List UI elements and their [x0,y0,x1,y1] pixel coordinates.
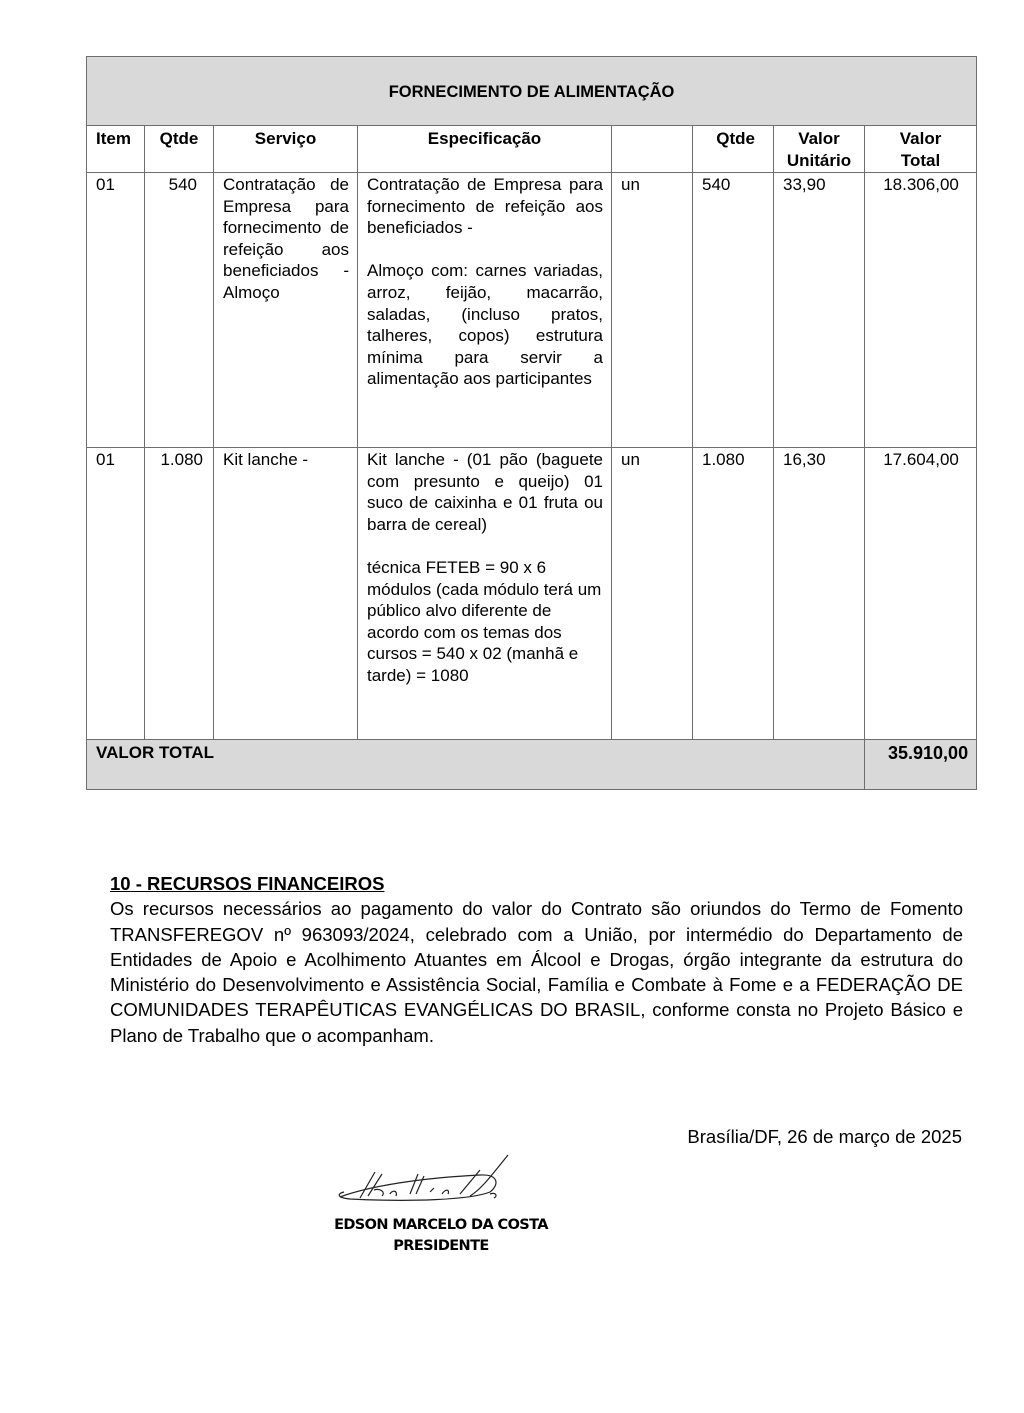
signature-image [330,1150,520,1210]
header-valor-unitario-line2: Unitário [786,150,852,170]
section-number: 10 [110,873,131,894]
cell-servico: Contratação de Empresa para fornecimento de refeição aos beneficiados - Almoço [214,173,358,448]
signer-role: PRESIDENTE [393,1238,489,1254]
signer-name: EDSON MARCELO DA COSTA [334,1217,548,1233]
cell-item: 01 [87,448,145,740]
section-recursos-financeiros [110,871,963,1048]
header-valor-total-line2: Total [900,150,941,170]
cell-qtde2: 540 [693,173,774,448]
spec-paragraph: técnica FETEB = 90 x 6 módulos (cada módulo terá um público alvo diferente de acordo com os temas dos cursos = 540 x 02 (manhã e tarde) = 1080 [367,557,602,685]
cell-item: 01 [87,173,145,448]
total-row [87,740,977,790]
header-valor-total [865,126,977,173]
header-especificacao: Especificação [358,126,612,173]
spec-paragraph: Kit lanche - (01 pão (baguete com presunto e queijo) 01 suco de caixinha e 01 fruta ou barra de cereal) [367,450,603,534]
header-item: Item [87,126,145,173]
section-title: - RECURSOS FINANCEIROS [130,873,385,894]
cell-valor-unitario: 33,90 [774,173,865,448]
cell-qtde2: 1.080 [693,448,774,740]
cell-especificacao [358,448,612,740]
header-servico: Serviço [214,126,358,173]
header-valor-unitario [774,126,865,173]
table-row [87,448,977,740]
cell-servico: Kit lanche - [214,448,358,740]
header-unidade [612,126,693,173]
section-body: Os recursos necessários ao pagamento do valor do Contrato são oriundos do Termo de Fomento TRANSFEREGOV nº 963093/2024, celebrado com a União, por intermédio do Departamento de Entidades de Apoio e Acolhimento Atuantes em Álcool e Drogas, órgão integrante da estrutura do Ministério do Desenvolvimento e Assistência Social, Família e Combate à Fome e a FEDERAÇÃO DE COMUNIDADES TERAPÊUTICAS EVANGÉLICAS DO BRASIL, conforme consta no Projeto Básico e Plano de Trabalho que o acompanham. [110,898,963,1046]
cell-unidade: un [612,173,693,448]
food-supply-table [86,56,977,790]
header-valor-total-line1: Valor [899,129,942,148]
total-value: 35.910,00 [865,740,977,790]
section-heading [110,871,963,896]
spec-paragraph: Contratação de Empresa para fornecimento de refeição aos beneficiados - [367,175,603,238]
cell-valor-total: 18.306,00 [865,173,977,448]
total-label: VALOR TOTAL [87,740,865,790]
table-row [87,173,977,448]
cell-valor-unitario: 16,30 [774,448,865,740]
table-header-row [87,126,977,173]
cell-valor-total: 17.604,00 [865,448,977,740]
header-valor-unitario-line1: Valor [798,129,840,148]
signer-block [330,1215,552,1257]
header-qtde2: Qtde [693,126,774,173]
place-date: Brasília/DF, 26 de março de 2025 [687,1126,962,1147]
cell-qtde: 540 [145,173,214,448]
cell-qtde: 1.080 [145,448,214,740]
header-qtde: Qtde [145,126,214,173]
cell-especificacao [358,173,612,448]
table-title: FORNECIMENTO DE ALIMENTAÇÃO [87,57,977,126]
table-title-row [87,57,977,126]
cell-unidade: un [612,448,693,740]
spec-paragraph: Almoço com: carnes variadas, arroz, feijão, macarrão, saladas, (incluso pratos, talheres, copos) estrutura mínima para servir a alimentação aos participantes [367,261,603,389]
